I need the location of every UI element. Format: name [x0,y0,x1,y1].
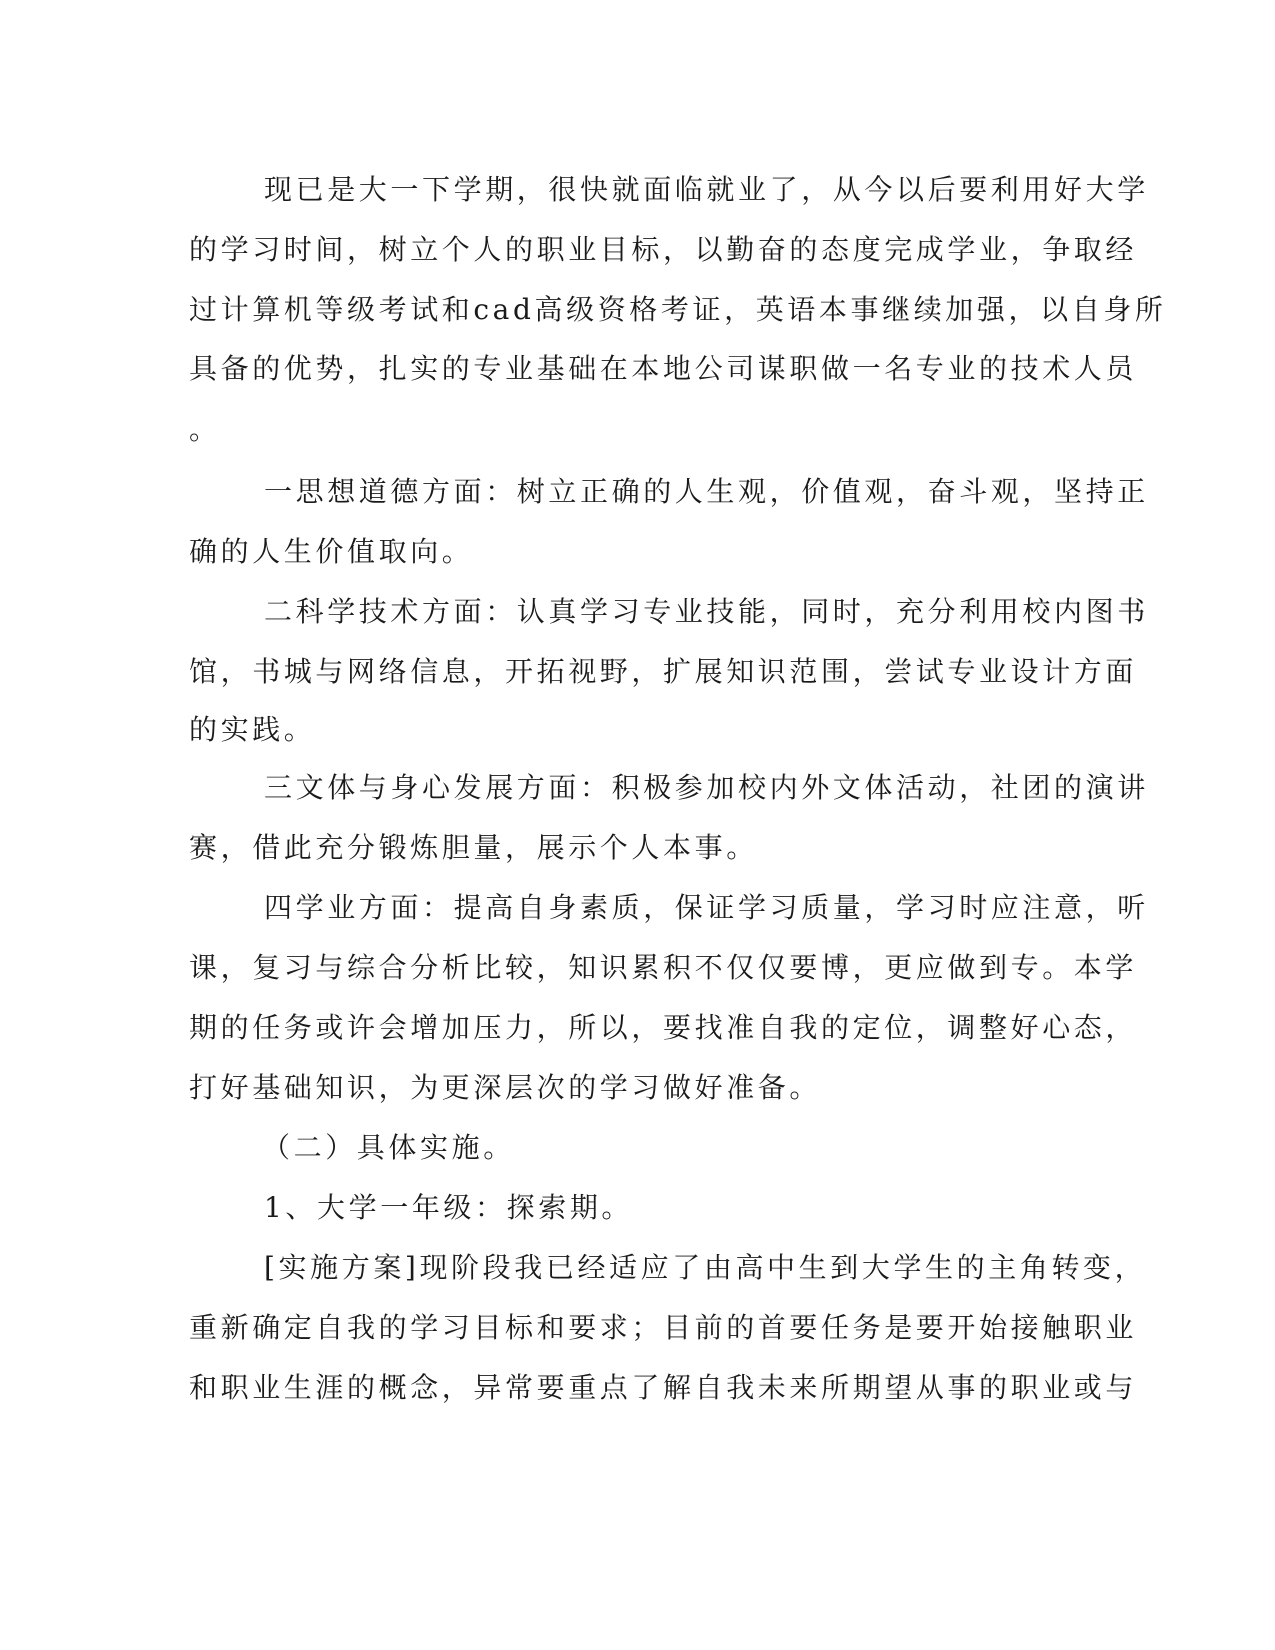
text-line: 确的人生价值取向。 [189,535,474,568]
text-line: 打好基础知识，为更深层次的学习做好准备。 [189,1071,822,1104]
text-line: 重新确定自我的学习目标和要求；目前的首要任务是要开始接触职业 [189,1311,1138,1344]
text-line: 的学习时间，树立个人的职业目标，以勤奋的态度完成学业，争取经 [189,233,1138,266]
sub-heading: 1、大学一年级：探索期。 [264,1191,634,1224]
text-line: 的实践。 [189,713,316,746]
text-line: [实施方案]现阶段我已经适应了由高中生到大学生的主角转变， [264,1251,1147,1284]
text-line: 期的任务或许会增加压力，所以，要找准自我的定位，调整好心态， [189,1011,1138,1044]
text-line: 过计算机等级考试和cad高级资格考证，英语本事继续加强，以自身所 [189,293,1167,326]
text-line: 馆，书城与网络信息，开拓视野，扩展知识范围，尝试专业设计方面 [189,655,1138,688]
text-line: 具备的优势，扎实的专业基础在本地公司谋职做一名专业的技术人员 [189,352,1138,385]
text-line: 。 [189,413,221,446]
text-line: 赛，借此充分锻炼胆量，展示个人本事。 [189,831,758,864]
text-line: 和职业生涯的概念，异常要重点了解自我未来所期望从事的职业或与 [189,1371,1138,1404]
text-line: 二科学技术方面：认真学习专业技能，同时，充分利用校内图书 [264,595,1149,628]
text-line: 一思想道德方面：树立正确的人生观，价值观，奋斗观，坚持正 [264,475,1149,508]
text-line: 课，复习与综合分析比较，知识累积不仅仅要博，更应做到专。本学 [189,951,1138,984]
text-line: 现已是大一下学期，很快就面临就业了，从今以后要利用好大学 [264,173,1149,206]
text-line: 四学业方面：提高自身素质，保证学习质量，学习时应注意，听 [264,891,1149,924]
section-heading: （二）具体实施。 [262,1131,515,1164]
text-line: 三文体与身心发展方面：积极参加校内外文体活动，社团的演讲 [264,771,1149,804]
